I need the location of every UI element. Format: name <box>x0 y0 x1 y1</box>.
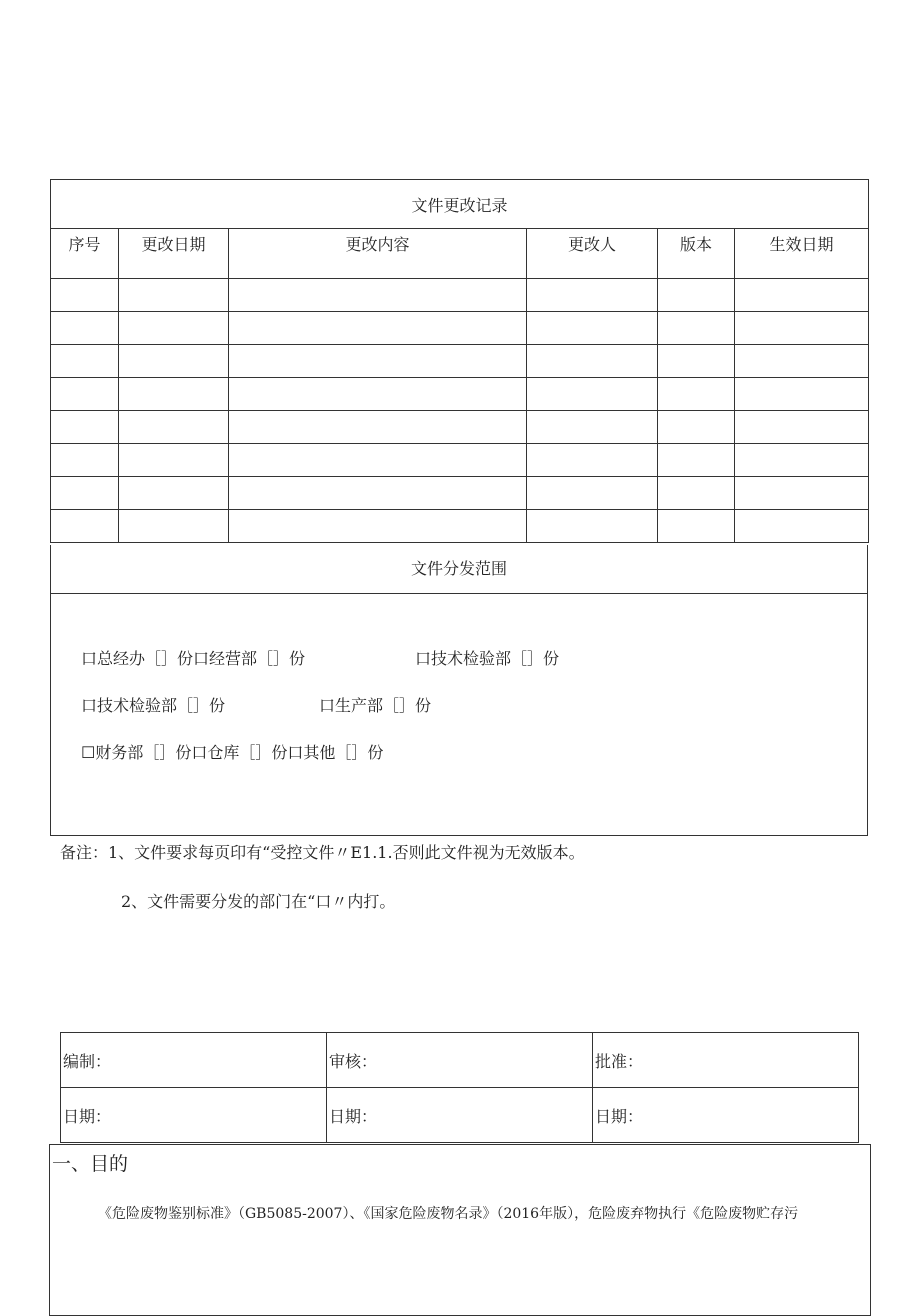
table-cell <box>229 378 527 411</box>
table-cell <box>658 279 735 312</box>
change-record-table <box>50 179 869 543</box>
dist-line-2b: 口生产部［］份 <box>319 696 432 715</box>
dist-line-2a: 口技术检验部［］份 <box>81 696 226 715</box>
table-cell <box>119 477 229 510</box>
table-cell <box>658 378 735 411</box>
table-cell <box>229 312 527 345</box>
table-cell <box>51 312 119 345</box>
table-cell <box>658 312 735 345</box>
note-1: 备注：1、文件要求每页印有“受控文件〃E1.1.否则此文件视为无效版本。 <box>60 843 585 862</box>
table-cell <box>527 378 658 411</box>
table-cell <box>735 345 869 378</box>
section-text: 《危险废物鉴别标准》（GB5085-2007）、《国家危险废物名录》（2016年版），危险废弃物执行《危险废物贮存污 <box>98 1206 799 1222</box>
review-date-cell: 日期： <box>327 1088 593 1143</box>
table-cell <box>527 345 658 378</box>
dist-line-1b: 口技术检验部［］份 <box>415 649 560 668</box>
dist-line-3: ☐财务部［］份口仓库［］份口其他［］份 <box>81 743 384 762</box>
table-cell <box>735 444 869 477</box>
table-cell <box>735 312 869 345</box>
approve-cell: 批准： <box>593 1033 859 1088</box>
change-record-header-row <box>51 229 869 279</box>
header-seq: 序号 <box>51 229 119 279</box>
table-row <box>51 477 869 510</box>
table-cell <box>119 279 229 312</box>
table-cell <box>51 378 119 411</box>
table-cell <box>527 312 658 345</box>
table-cell <box>119 444 229 477</box>
table-cell <box>51 279 119 312</box>
table-cell <box>51 345 119 378</box>
compile-date-cell: 日期： <box>61 1088 327 1143</box>
table-row <box>51 279 869 312</box>
header-change-content: 更改内容 <box>229 229 527 279</box>
header-changed-by: 更改人 <box>527 229 658 279</box>
table-row <box>51 444 869 477</box>
table-cell <box>527 510 658 543</box>
table-row <box>51 378 869 411</box>
table-cell <box>658 477 735 510</box>
note-2: 2、文件需要分发的部门在“口〃内打。 <box>121 892 396 911</box>
change-record-title: 文件更改记录 <box>51 180 869 229</box>
table-cell <box>658 510 735 543</box>
table-cell <box>658 345 735 378</box>
table-cell <box>527 279 658 312</box>
table-row <box>51 411 869 444</box>
signature-table <box>60 1032 859 1143</box>
change-record-body <box>51 279 869 543</box>
table-cell <box>735 477 869 510</box>
table-cell <box>51 510 119 543</box>
section-purpose <box>49 1144 871 1316</box>
header-effective-date: 生效日期 <box>735 229 869 279</box>
table-cell <box>229 279 527 312</box>
table-cell <box>527 477 658 510</box>
table-cell <box>119 378 229 411</box>
table-row <box>51 312 869 345</box>
compile-cell: 编制： <box>61 1033 327 1088</box>
table-cell <box>119 510 229 543</box>
table-cell <box>119 345 229 378</box>
distribution-box <box>50 545 868 836</box>
table-cell <box>51 444 119 477</box>
review-cell: 审核： <box>327 1033 593 1088</box>
table-cell <box>527 444 658 477</box>
table-cell <box>229 345 527 378</box>
table-cell <box>51 477 119 510</box>
table-row <box>51 510 869 543</box>
header-change-date: 更改日期 <box>119 229 229 279</box>
header-version: 版本 <box>658 229 735 279</box>
table-cell <box>735 510 869 543</box>
table-cell <box>735 411 869 444</box>
section-title: 一、目的 <box>52 1153 129 1175</box>
table-cell <box>229 510 527 543</box>
table-row <box>51 345 869 378</box>
table-cell <box>658 444 735 477</box>
table-cell <box>119 312 229 345</box>
table-cell <box>735 378 869 411</box>
table-cell <box>119 411 229 444</box>
table-cell <box>229 411 527 444</box>
table-cell <box>229 444 527 477</box>
table-cell <box>229 477 527 510</box>
table-cell <box>658 411 735 444</box>
distribution-title: 文件分发范围 <box>51 545 867 594</box>
table-cell <box>735 279 869 312</box>
approve-date-cell: 日期： <box>593 1088 859 1143</box>
table-cell <box>51 411 119 444</box>
dist-line-1a: 口总经办［］份口经营部［］份 <box>81 649 306 668</box>
table-cell <box>527 411 658 444</box>
